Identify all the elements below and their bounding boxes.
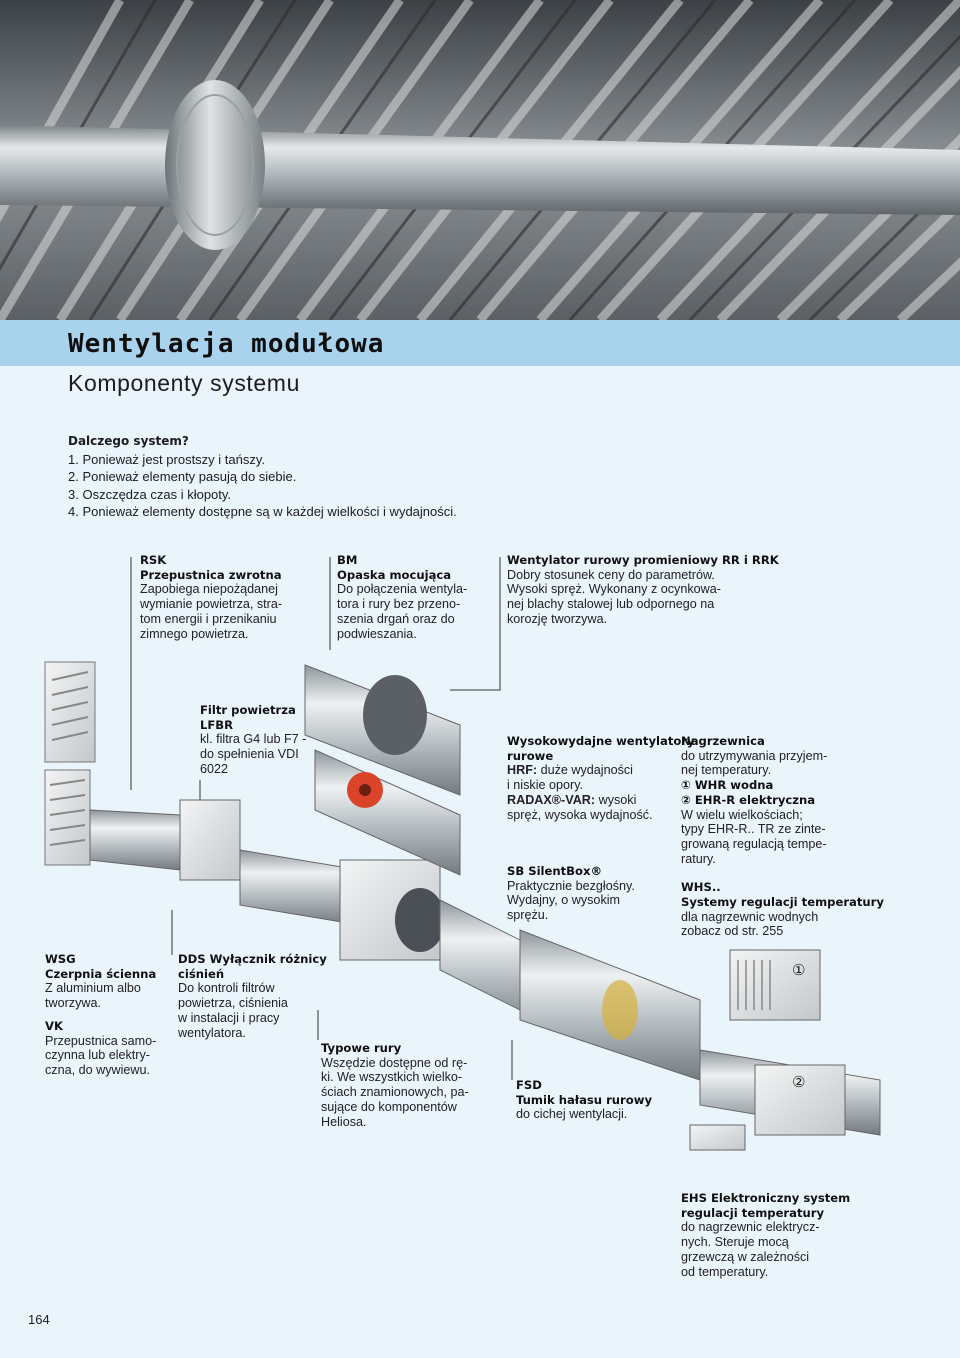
fsd-code: FSD [516,1078,542,1092]
fsd-name: Tumik hałasu rurowy [516,1092,653,1107]
radax-text: wysoki [598,792,637,807]
why-item: 1. Ponieważ jest prostszy i tańszy. [68,451,266,467]
radax-label: RADAX®-VAR: [507,792,596,807]
hrf-label: HRF: [507,763,538,778]
wsg-name: Czerpnia ścienna [45,966,157,981]
fsd-annotation [516,1078,652,1122]
why-item: 2. Ponieważ elementy pasują do siebie. [68,469,297,484]
lfbr-name: Filtr powietrza [200,703,296,717]
radax-text-cont: spręż, wysoka wydajność. [507,807,653,822]
wsg-desc-line: Z aluminium albo [45,981,141,996]
silentbox-desc-line: Praktycznie bezgłośny. [507,878,635,893]
ehs-desc-line: od temperatury. [681,1264,769,1279]
ehs-desc-line: nych. Steruje mocą [681,1235,789,1250]
pipes-desc-line: Wszędzie dostępne od rę- [321,1055,468,1070]
rr-annotation [507,553,779,627]
rr-name: Wentylator rurowy promieniowy RR i RRK [507,553,779,567]
vk-desc-line: czna, do wywiewu. [45,1062,150,1077]
pipes-desc-line: ki. We wszystkich wielko- [321,1070,463,1085]
wall-grille-icon [45,662,95,865]
pipes-annotation [321,1041,469,1129]
bm-name: Opaska mocująca [337,567,452,582]
dds-name-cont: ciśnień [178,966,225,981]
heater-desc2-line: ratury. [681,851,716,866]
silentbox-name: SB SilentBox® [507,864,603,878]
dds-desc-line: powietrza, ciśnienia [178,996,288,1011]
rr-desc-line: Dobry stosunek ceny do parametrów. [507,567,715,582]
heater-desc-line: nej temperatury. [681,763,772,778]
page-subtitle: Komponenty systemu [68,370,300,396]
heater-desc2-line: growaną regulacją tempe- [681,836,827,851]
bm-code: BM [337,553,358,567]
bm-annotation [337,553,467,641]
pipes-desc-line: ściach znamionowych, pa- [321,1085,469,1100]
heater-option-electric: ② EHR-R elektryczna [681,792,816,807]
heater-desc2-line: typy EHR-R.. TR ze zinte- [681,822,826,837]
whs-desc-line: dla nagrzewnic wodnych [681,909,819,924]
rsk-desc-line: wymianie powietrza, stra- [140,597,283,612]
wsg-desc-line: tworzywa. [45,996,101,1011]
hrf-name-cont: rurowe [507,748,554,763]
hrf-text: duże wydajności [540,763,633,778]
whs-code: WHS.. [681,880,721,895]
hrf-annotation [507,734,695,822]
ehs-desc-line: do nagrzewnic elektrycz- [681,1220,820,1235]
heater-desc2-line: W wielu wielkościach; [681,807,803,822]
bm-desc-line: tora i rury bez przeno- [337,597,461,612]
rsk-desc-line: tom energii i przenikaniu [140,611,277,626]
bm-desc-line: szenia drgań oraz do [337,611,455,626]
marker-two: ② [792,1073,806,1091]
silentbox-desc-line: Wydajny, o wysokim [507,893,621,908]
dds-desc-line: Do kontroli filtrów [178,981,275,996]
rr-desc-line: korozję tworzywa. [507,611,608,626]
fsd-desc-line: do cichej wentylacji. [516,1107,628,1122]
vk-code: VK [45,1018,63,1033]
dds-desc-line: w instalacji i pracy [178,1010,280,1025]
pipes-name: Typowe rury [321,1041,402,1055]
rsk-desc-line: Zapobiega niepożądanej [140,582,278,597]
lfbr-code: LFBR [200,717,234,732]
lfbr-desc-line: 6022 [200,761,229,776]
ehs-desc-line: grzewczą w zależności [681,1249,810,1264]
rsk-name: Przepustnica zwrotna [140,567,282,582]
ehs-annotation [681,1191,850,1279]
heater-annotation [681,734,884,939]
bm-desc-line: podwieszania. [337,626,417,641]
rsk-desc-line: zimnego powietrza. [140,626,249,641]
dds-desc-line: wentylatora. [178,1025,246,1040]
why-item: 3. Oszczędza czas i kłopoty. [68,486,232,502]
heater-option-water: ① WHR wodna [681,778,774,793]
vk-desc-line: czynna lub elektry- [45,1048,150,1063]
hrf-name: Wysokowydajne wentylatory [507,734,695,748]
lfbr-desc-line: kl. filtra G4 lub F7 - [200,732,307,747]
tube-fan-icon [305,665,460,875]
rsk-annotation [140,553,282,641]
pipes-desc-line: Heliosa. [321,1114,367,1129]
pipes-desc-line: sujące do komponentów [321,1099,457,1114]
lfbr-annotation [200,703,306,777]
silentbox-annotation [507,864,635,923]
rsk-code: RSK [140,553,167,567]
page-number: 164 [28,1312,50,1327]
heater-name: Nagrzewnica [681,734,765,748]
marker-one: ① [792,961,806,979]
whs-name: Systemy regulacji temperatury [681,895,884,910]
bm-desc-line: Do połączenia wentyla- [337,582,468,597]
silentbox-desc-line: sprężu. [507,908,549,923]
wsg-code: WSG [45,952,76,966]
wsg-annotation [45,952,156,1078]
vk-desc-line: Przepustnica samo- [45,1033,157,1048]
heater-unit-icon [690,950,845,1150]
whs-desc-line: zobacz od str. 255 [681,924,784,939]
hrf-text-cont: i niskie opory. [507,778,584,793]
why-heading: Dalczego system? [68,434,189,448]
lfbr-desc-line: do spełnienia VDI [200,747,299,762]
ehs-name: EHS Elektroniczny system [681,1191,851,1205]
page-title: Wentylacja modułowa [68,329,385,359]
rr-desc-line: Wysoki spręż. Wykonany z ocynkowa- [507,582,721,597]
rr-desc-line: nej blachy stalowej lub odpornego na [507,597,715,612]
dds-name: DDS Wyłącznik różnicy [178,952,327,966]
why-item: 4. Ponieważ elementy dostępne są w każdej wielkości i wydajności. [68,504,457,519]
ehs-name-cont: regulacji temperatury [681,1205,825,1220]
heater-desc-line: do utrzymywania przyjem- [681,748,828,763]
dds-annotation [178,952,327,1040]
